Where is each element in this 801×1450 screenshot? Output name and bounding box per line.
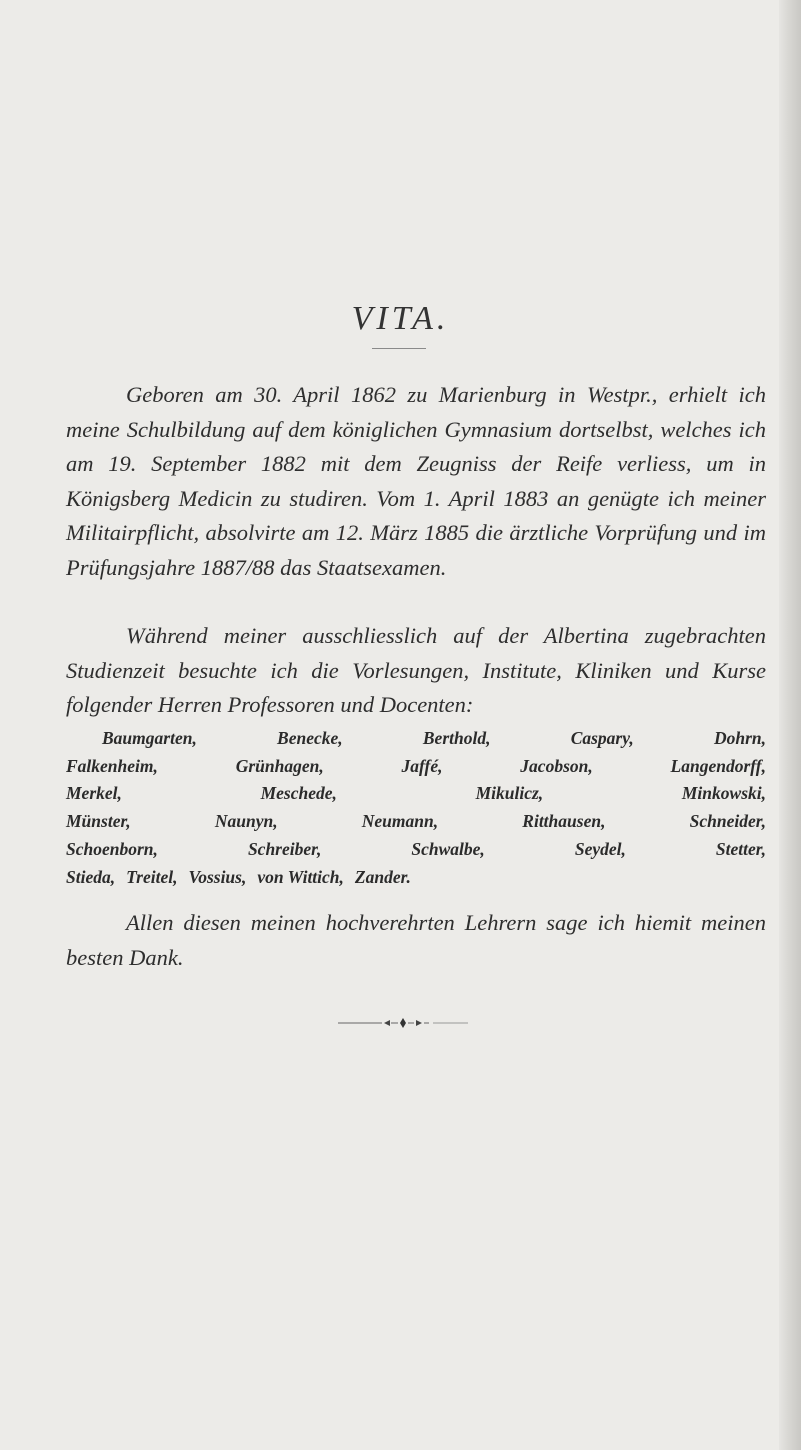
professor-name: Zander. xyxy=(354,866,411,887)
professor-line xyxy=(66,836,766,864)
professor-name: Mikulicz, xyxy=(475,783,544,804)
professor-line xyxy=(66,864,766,892)
professor-name: Schwalbe, xyxy=(411,838,485,859)
professor-name: Schoenborn, xyxy=(66,838,158,859)
title-divider xyxy=(372,348,426,349)
professor-name: Naunyn, xyxy=(214,811,278,832)
professor-name: Langendorff, xyxy=(670,755,766,776)
professor-line xyxy=(66,780,766,808)
professor-name: Schreiber, xyxy=(247,838,322,859)
professor-name: von Wittich, xyxy=(257,866,344,887)
professor-name: Dohrn, xyxy=(713,728,766,748)
studies-text: Während meiner ausschliesslich auf der Albertina zugebrachten Studienzeit besuchte ich die Vorlesungen, Institute, Kliniken und Kurse folgender Herren Professoren und Docenten: xyxy=(66,623,766,717)
professor-name: Merkel, xyxy=(66,783,122,804)
thanks-text: Allen diesen meinen hochverehrten Lehrern sage ich hiemit meinen besten Dank. xyxy=(66,910,766,970)
professor-name: Seydel, xyxy=(574,838,626,859)
professor-name: Ritthausen, xyxy=(522,811,606,832)
professor-name: Baumgarten, xyxy=(102,728,197,748)
page-edge-shadow xyxy=(779,0,801,1450)
professor-name: Jacobson, xyxy=(520,755,593,776)
page-title: VITA. xyxy=(351,300,450,337)
professor-name: Neumann, xyxy=(361,811,439,832)
professor-line xyxy=(66,725,766,753)
professor-line xyxy=(66,808,766,836)
closing-ornament-icon xyxy=(338,1017,468,1029)
professor-name: Meschede, xyxy=(260,783,337,804)
biography-text: Geboren am 30. April 1862 zu Marienburg in Westpr., erhielt ich meine Schulbildung auf dem königlichen Gymnasium dortselbst, welches ich am 19. September 1882 mit dem Zeugniss der Reife verliess, um in Königsberg Medicin zu studiren. Vom 1. April 1883 an genügte ich meiner Militairpflicht, absolvirte am 12. März 1885 die ärztliche Vorprüfung und im Prüfungsjahre 1887/88 das Staatsexamen. xyxy=(66,382,766,580)
professor-name: Berthold, xyxy=(422,728,491,748)
professor-name: Vossius, xyxy=(188,866,247,887)
professor-name: Minkowski, xyxy=(681,783,766,804)
studies-paragraph xyxy=(66,619,766,723)
professor-name: Falkenheim, xyxy=(66,755,158,776)
professor-name: Stetter, xyxy=(715,838,766,859)
professor-name: Schneider, xyxy=(689,811,766,832)
professor-name: Caspary, xyxy=(570,728,634,748)
professor-name: Grünhagen, xyxy=(235,755,324,776)
professor-list xyxy=(66,725,766,891)
professor-name: Münster, xyxy=(66,811,131,832)
professor-name: Jaffé, xyxy=(401,755,443,776)
professor-name: Treitel, xyxy=(126,866,178,887)
professor-name: Stieda, xyxy=(66,866,116,887)
professor-line xyxy=(66,753,766,781)
thanks-paragraph xyxy=(66,906,766,975)
biography-paragraph xyxy=(66,378,766,585)
professor-name: Benecke, xyxy=(277,728,343,748)
